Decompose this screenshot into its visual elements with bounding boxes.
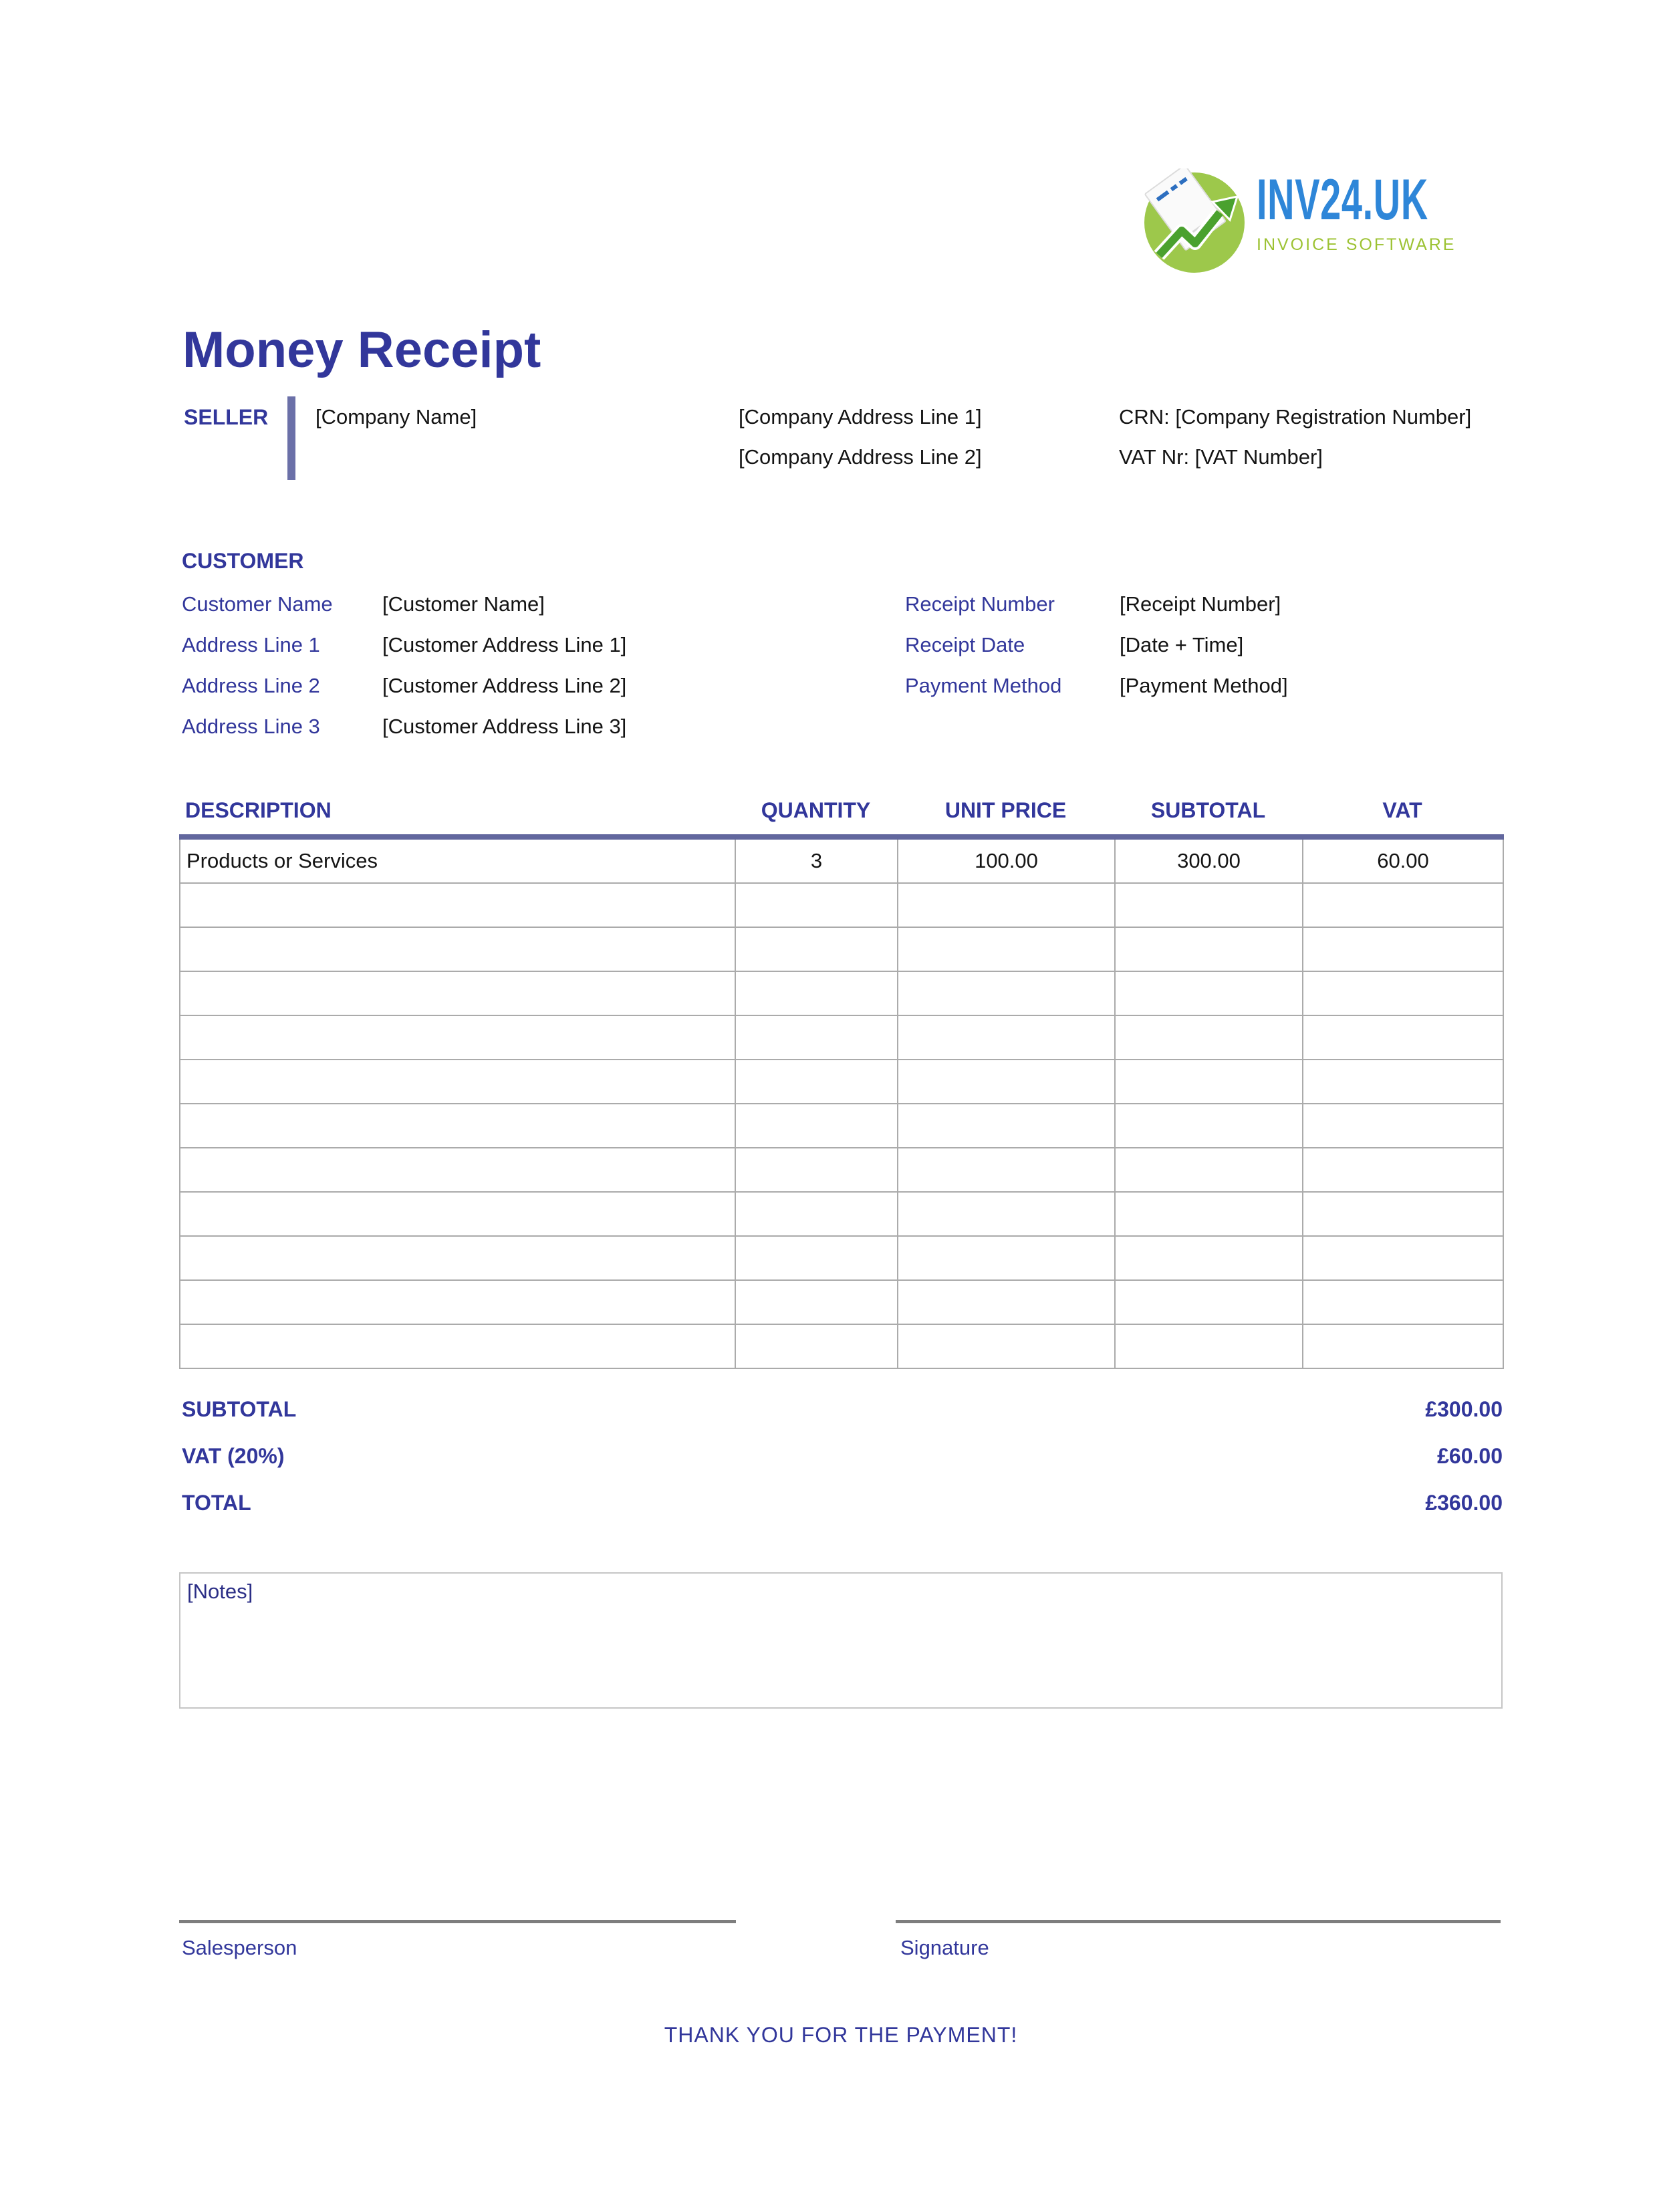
- cell-vat: [1303, 971, 1503, 1015]
- cell-vat: [1303, 883, 1503, 927]
- receipt-number-label: Receipt Number: [905, 592, 1055, 616]
- cell-subtotal: 300.00: [1115, 837, 1303, 883]
- customer-heading: CUSTOMER: [182, 549, 304, 573]
- cell-description: [180, 1192, 735, 1236]
- cell-vat: [1303, 1015, 1503, 1060]
- cell-description: [180, 1324, 735, 1368]
- cell-description: [180, 1280, 735, 1324]
- brand-wordmark: INV24.UK: [1257, 168, 1428, 232]
- cell-quantity: [735, 1060, 898, 1104]
- cell-subtotal: [1115, 1236, 1303, 1280]
- cell-subtotal: [1115, 1104, 1303, 1148]
- payment-method-label: Payment Method: [905, 674, 1062, 697]
- cell-description: [180, 971, 735, 1015]
- cell-quantity: [735, 1280, 898, 1324]
- cell-vat: [1303, 1148, 1503, 1192]
- cell-vat: [1303, 927, 1503, 971]
- cell-quantity: [735, 1192, 898, 1236]
- cell-subtotal: [1115, 883, 1303, 927]
- signature-line: [896, 1920, 1501, 1923]
- line-item-row: [180, 1015, 1503, 1060]
- company-address-line1: [Company Address Line 1]: [739, 405, 982, 428]
- receipt-number-value: [Receipt Number]: [1120, 592, 1281, 616]
- subtotal-label: SUBTOTAL: [182, 1397, 297, 1421]
- page-title: Money Receipt: [182, 322, 541, 378]
- line-item-row: [180, 971, 1503, 1015]
- header-description: DESCRIPTION: [185, 798, 332, 822]
- vat-label: VAT (20%): [182, 1444, 285, 1468]
- cell-unit-price: [898, 1015, 1115, 1060]
- line-item-row: [180, 1324, 1503, 1368]
- total-label: TOTAL: [182, 1491, 251, 1515]
- customer-address3-label: Address Line 3: [182, 715, 320, 738]
- receipt-date-value: [Date + Time]: [1120, 633, 1244, 656]
- line-item-row: [180, 1236, 1503, 1280]
- customer-name-value: [Customer Name]: [382, 592, 545, 616]
- cell-unit-price: [898, 1236, 1115, 1280]
- company-vat-number: VAT Nr: [VAT Number]: [1119, 445, 1323, 469]
- signature-label: Signature: [900, 1936, 989, 1959]
- cell-unit-price: [898, 971, 1115, 1015]
- cell-vat: [1303, 1324, 1503, 1368]
- cell-subtotal: [1115, 1280, 1303, 1324]
- company-name: [Company Name]: [315, 405, 477, 428]
- company-address-line2: [Company Address Line 2]: [739, 445, 982, 469]
- cell-description: [180, 1104, 735, 1148]
- customer-address3-value: [Customer Address Line 3]: [382, 715, 627, 738]
- salesperson-label: Salesperson: [182, 1936, 297, 1959]
- line-item-row: [180, 883, 1503, 927]
- cell-description: [180, 1060, 735, 1104]
- cell-unit-price: [898, 1324, 1115, 1368]
- cell-vat: [1303, 1192, 1503, 1236]
- cell-subtotal: [1115, 1148, 1303, 1192]
- line-items-table: [179, 834, 1504, 1369]
- cell-quantity: [735, 1324, 898, 1368]
- customer-address2-label: Address Line 2: [182, 674, 320, 697]
- header-unit-price: UNIT PRICE: [944, 798, 1067, 822]
- line-item-row: [180, 1060, 1503, 1104]
- cell-vat: [1303, 1280, 1503, 1324]
- thank-you-message: THANK YOU FOR THE PAYMENT!: [664, 2023, 1018, 2047]
- cell-vat: [1303, 1104, 1503, 1148]
- header-subtotal: SUBTOTAL: [1150, 798, 1266, 822]
- cell-description: [180, 1148, 735, 1192]
- subtotal-value: £300.00: [1425, 1397, 1503, 1421]
- cell-subtotal: [1115, 1015, 1303, 1060]
- cell-description: [180, 883, 735, 927]
- cell-subtotal: [1115, 927, 1303, 971]
- vat-value: £60.00: [1437, 1444, 1503, 1468]
- line-item-row: [180, 837, 1503, 883]
- cell-quantity: [735, 1148, 898, 1192]
- cell-unit-price: [898, 1280, 1115, 1324]
- cell-subtotal: [1115, 1060, 1303, 1104]
- notes-placeholder: [Notes]: [187, 1580, 253, 1603]
- seller-divider-bar: [287, 396, 295, 480]
- cell-vat: [1303, 1060, 1503, 1104]
- line-item-row: [180, 1104, 1503, 1148]
- cell-unit-price: [898, 1060, 1115, 1104]
- customer-address1-value: [Customer Address Line 1]: [382, 633, 627, 656]
- brand-tagline: INVOICE SOFTWARE: [1257, 235, 1456, 254]
- cell-quantity: [735, 971, 898, 1015]
- line-item-row: [180, 1280, 1503, 1324]
- line-item-row: [180, 1192, 1503, 1236]
- cell-unit-price: [898, 1104, 1115, 1148]
- cell-unit-price: [898, 927, 1115, 971]
- customer-name-label: Customer Name: [182, 592, 333, 616]
- header-vat: VAT: [1382, 798, 1422, 822]
- cell-quantity: 3: [735, 837, 898, 883]
- cell-unit-price: [898, 1148, 1115, 1192]
- payment-method-value: [Payment Method]: [1120, 674, 1288, 697]
- invoice-paper-growth-arrow-icon: [1143, 168, 1247, 273]
- cell-unit-price: [898, 1192, 1115, 1236]
- cell-unit-price: 100.00: [898, 837, 1115, 883]
- customer-address1-label: Address Line 1: [182, 633, 320, 656]
- cell-description: Products or Services: [180, 837, 735, 883]
- cell-quantity: [735, 1236, 898, 1280]
- cell-subtotal: [1115, 1324, 1303, 1368]
- cell-description: [180, 1015, 735, 1060]
- cell-quantity: [735, 1015, 898, 1060]
- cell-unit-price: [898, 883, 1115, 927]
- notes-box: [179, 1572, 1503, 1709]
- line-item-row: [180, 927, 1503, 971]
- receipt-date-label: Receipt Date: [905, 633, 1025, 656]
- customer-address2-value: [Customer Address Line 2]: [382, 674, 627, 697]
- salesperson-signature-line: [179, 1920, 736, 1923]
- cell-description: [180, 1236, 735, 1280]
- line-items-header: [179, 800, 1503, 821]
- seller-heading: SELLER: [184, 405, 269, 429]
- line-item-row: [180, 1148, 1503, 1192]
- cell-quantity: [735, 883, 898, 927]
- header-quantity: QUANTITY: [761, 798, 871, 822]
- company-registration-number: CRN: [Company Registration Number]: [1119, 405, 1472, 428]
- total-value: £360.00: [1425, 1491, 1503, 1515]
- cell-vat: 60.00: [1303, 837, 1503, 883]
- cell-subtotal: [1115, 1192, 1303, 1236]
- cell-description: [180, 927, 735, 971]
- cell-quantity: [735, 927, 898, 971]
- cell-vat: [1303, 1236, 1503, 1280]
- cell-subtotal: [1115, 971, 1303, 1015]
- cell-quantity: [735, 1104, 898, 1148]
